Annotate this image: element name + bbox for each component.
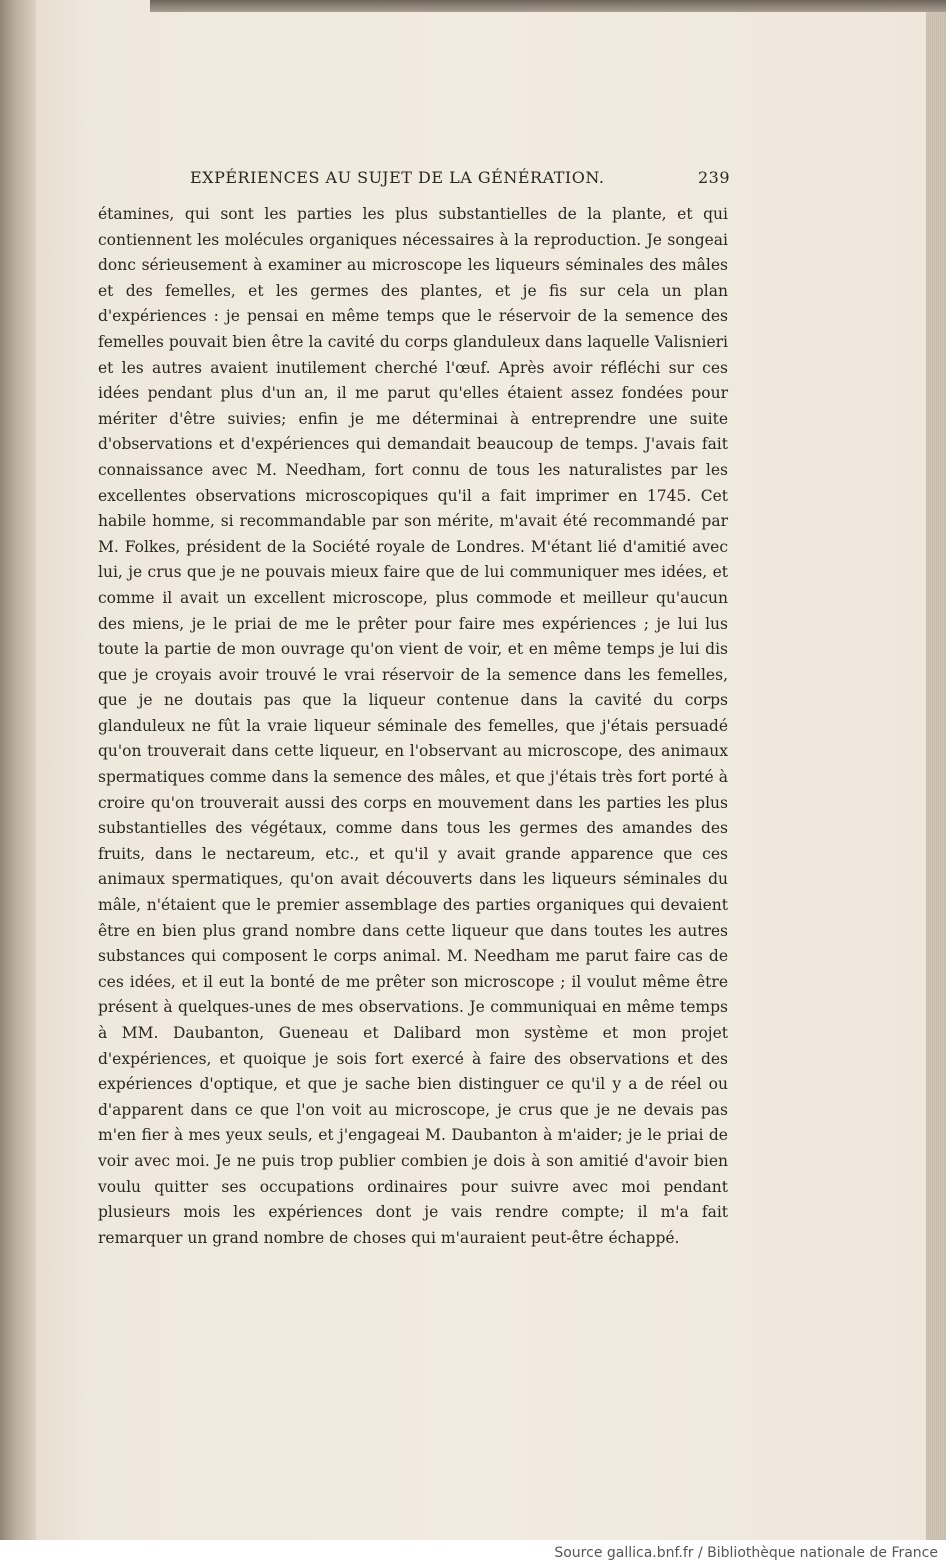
top-edge-band bbox=[150, 0, 946, 12]
body-paragraph: étamines, qui sont les parties les plus substantielles de la plante, et qui contiennent les molécules organiques nécessaires à la reproduction. Je songeai donc sérieusement à examiner au microscope les liqueurs séminales des mâles et des femelles, et les germes des plantes, et je fis sur cela un plan d'expériences : je pensai en même temps que le réservoir de la semence des femelles pouvait bien être la cavité du corps glanduleux dans laquelle Valisnieri et les autres avaient inutilement cherché l'œuf. Après avoir réfléchi sur ces idées pendant plus d'un an, il me parut qu'elles étaient assez fondées pour mériter d'être suivies; enfin je me déterminai à entreprendre une suite d'observations et d'expériences qui demandait beaucoup de temps. J'avais fait connaissance avec M. Needham, fort connu de tous les naturalistes par les excellentes observations microscopiques qu'il a fait imprimer en 1745. Cet habile homme, si recommandable par son mérite, m'avait été recommandé par M. Folkes, président de la Société royale de Londres. M'étant lié d'amitié avec lui, je crus que je ne pouvais mieux faire que de lui communiquer mes idées, et comme il avait un excellent microscope, plus commode et meilleur qu'aucun des miens, je le priai de me le prêter pour faire mes expériences ; je lui lus toute la partie de mon ouvrage qu'on vient de voir, et en même temps je lui dis que je croyais avoir trouvé le vrai réservoir de la semence dans les femelles, que je ne doutais pas que la liqueur contenue dans la cavité du corps glanduleux ne fût la vraie liqueur séminale des femelles, que j'étais persuadé qu'on trouverait dans cette liqueur, en l'observant au microscope, des animaux spermatiques comme dans la semence des mâles, et que j'étais très fort porté à croire qu'on trouverait aussi des corps en mouvement dans les parties les plus substantielles des végétaux, comme dans tous les germes des amandes des fruits, dans le nectareum, etc., et qu'il y avait grande apparence que ces animaux spermatiques, qu'on avait découverts dans les liqueurs séminales du mâle, n'étaient que le premier assemblage des parties organiques qui devaient être en bien plus grand nombre dans cette liqueur que dans toutes les autres substances qui composent le corps animal. M. Needham me parut faire cas de ces idées, et il eut la bonté de me prêter son microscope ; il voulut même être présent à quelques-unes de mes observations. Je communiquai en même temps à MM. Daubanton, Gueneau et Dalibard mon système et mon projet d'expériences, et quoique je sois fort exercé à faire des observations et des expériences d'optique, et que je sache bien distinguer ce qu'il y a de réel ou d'apparent dans ce que l'on voit au microscope, je crus que je ne devais pas m'en fier à mes yeux seuls, et j'engageai M. Daubanton à m'aider; je le priai de voir avec moi. Je ne puis trop publier combien je dois à son amitié d'avoir bien voulu quitter ses occupations ordinaires pour suivre avec moi pendant plusieurs mois les expériences dont je vais rendre compte; il m'a fait remarquer un grand nombre de choses qui m'auraient peut-être échappé. bbox=[98, 205, 728, 1247]
running-title: EXPÉRIENCES AU SUJET DE LA GÉNÉRATION. bbox=[190, 168, 605, 187]
body-text bbox=[98, 202, 728, 1251]
page-edges bbox=[926, 0, 946, 1540]
page-header bbox=[190, 168, 730, 196]
page-number: 239 bbox=[697, 168, 730, 187]
source-credit: Source gallica.bnf.fr / Bibliothèque nationale de France bbox=[554, 1545, 938, 1561]
